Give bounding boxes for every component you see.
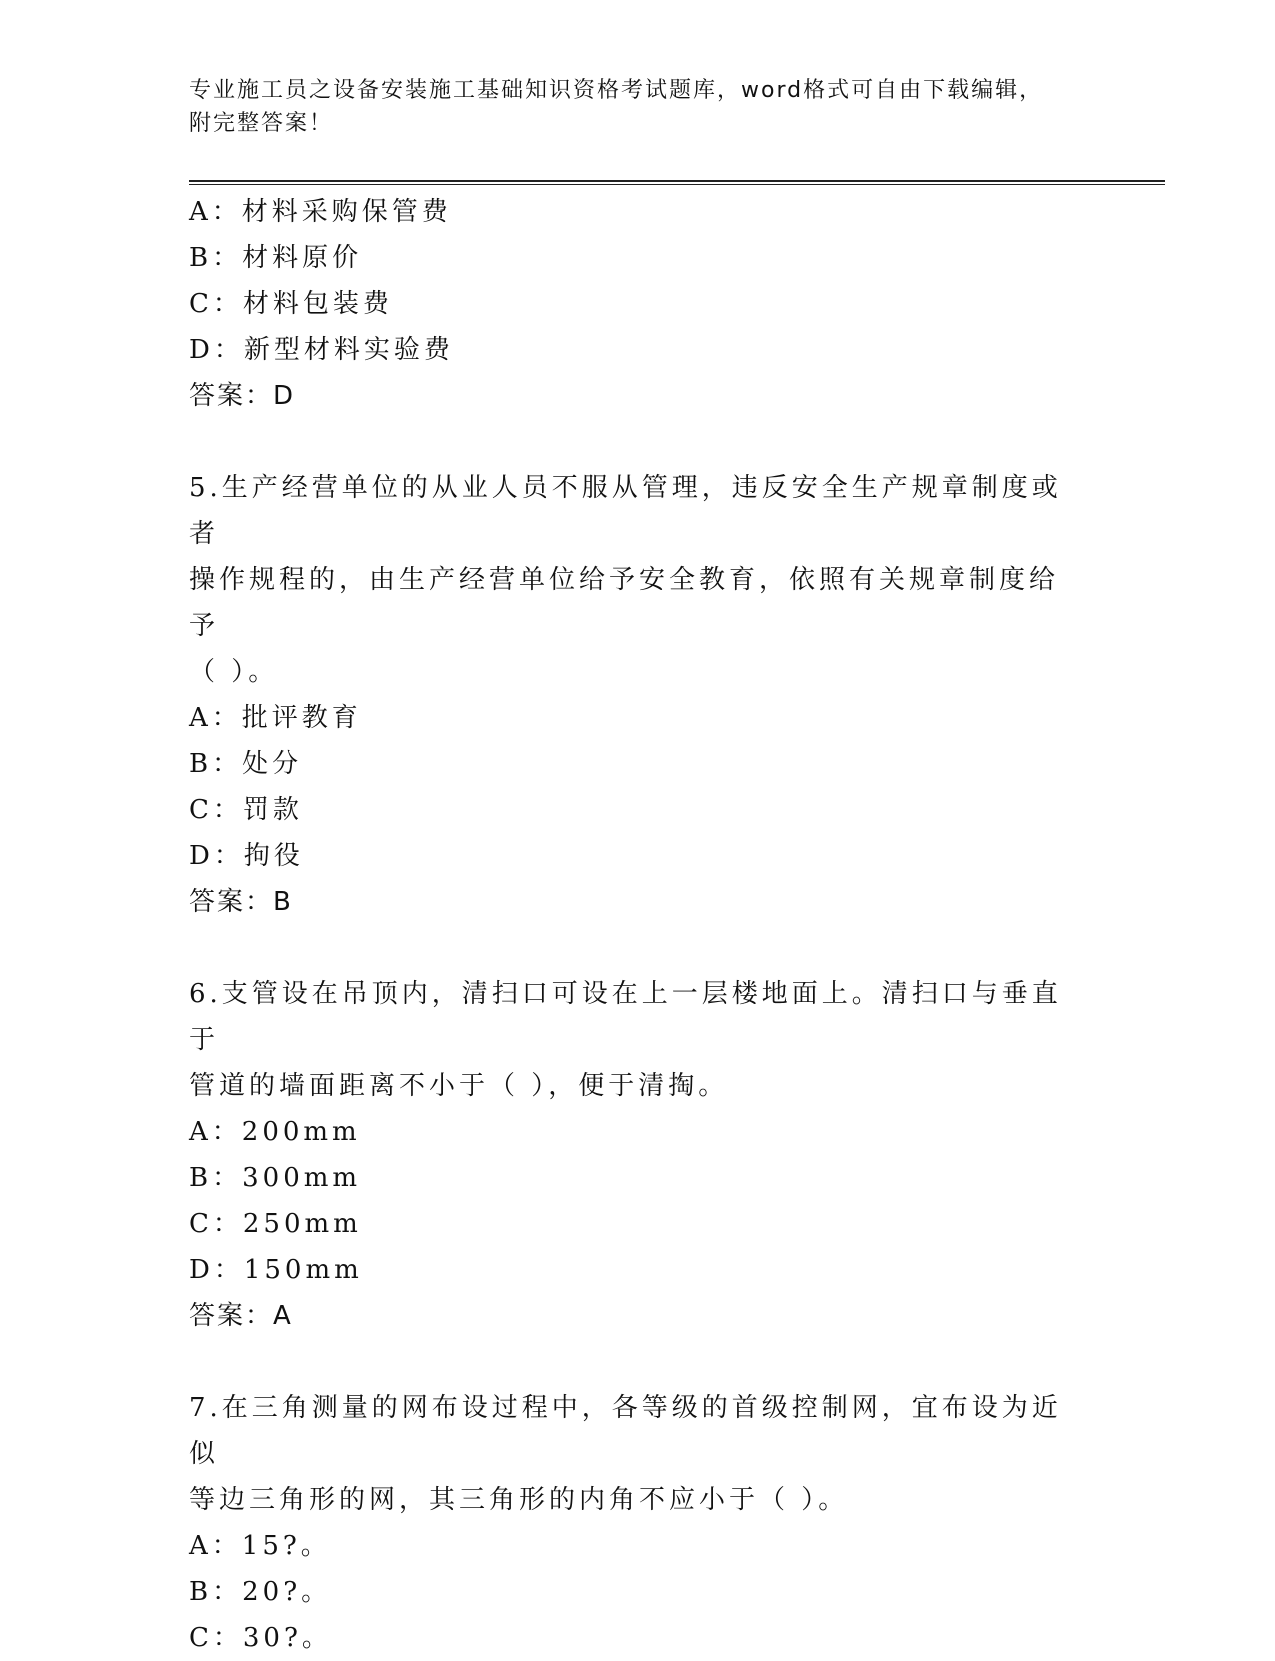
question-text-line: 6.支管设在吊顶内，清扫口可设在上一层楼地面上。清扫口与垂直于: [189, 979, 1062, 1055]
spacer: [189, 1339, 1089, 1385]
option-a: A：15?。: [189, 1531, 331, 1561]
answer: 答案：D: [189, 381, 296, 411]
option-b: B：材料原价: [189, 243, 363, 273]
option-b: B：300mm: [189, 1163, 362, 1193]
header-line-1: 专业施工员之设备安装施工基础知识资格考试题库，word格式可自由下载编辑，: [189, 78, 1044, 103]
question-7: [189, 1385, 1089, 1661]
question-list: [189, 189, 1089, 1661]
option-a: A：200mm: [189, 1117, 361, 1147]
option-b: B：处分: [189, 749, 303, 779]
header-line-2: 附完整答案！: [189, 111, 334, 136]
option-c: C：罚款: [189, 795, 303, 825]
spacer: [189, 419, 1089, 465]
header-divider: [189, 180, 1165, 182]
question-text-line: 操作规程的，由生产经营单位给予安全教育，依照有关规章制度给予: [189, 565, 1060, 641]
option-d: D：新型材料实验费: [189, 335, 454, 365]
question-text-line: 等边三角形的网，其三角形的内角不应小于（ ）。: [189, 1485, 849, 1515]
document-header: [189, 74, 1089, 140]
question-text-line: 管道的墙面距离不小于（ ），便于清掏。: [189, 1071, 729, 1101]
option-a: A：材料采购保管费: [189, 197, 452, 227]
option-d: D：150mm: [189, 1255, 363, 1285]
option-b: B：20?。: [189, 1577, 332, 1607]
option-c: C：材料包装费: [189, 289, 393, 319]
question-text-line: （ ）。: [189, 657, 279, 687]
option-c: C：30?。: [189, 1623, 332, 1653]
header-divider-thin: [189, 184, 1165, 185]
answer: 答案：A: [189, 1301, 293, 1331]
option-c: C：250mm: [189, 1209, 362, 1239]
question-6: [189, 971, 1089, 1339]
answer: 答案：B: [189, 887, 293, 917]
option-a: A：批评教育: [189, 703, 362, 733]
spacer: [189, 925, 1089, 971]
question-text-line: 5.生产经营单位的从业人员不服从管理，违反安全生产规章制度或者: [189, 473, 1062, 549]
question-5: [189, 465, 1089, 925]
option-d: D：拘役: [189, 841, 304, 871]
question-4: [189, 189, 1089, 419]
question-text-line: 7.在三角测量的网布设过程中，各等级的首级控制网，宜布设为近似: [189, 1393, 1062, 1469]
